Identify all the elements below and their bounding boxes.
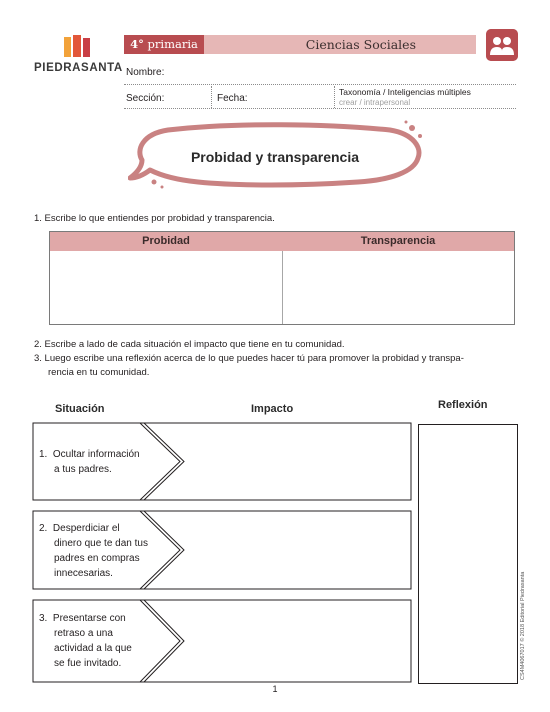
name-line[interactable] — [124, 84, 516, 85]
impact-answer-1[interactable] — [186, 425, 410, 499]
situation-number: 1. — [39, 449, 48, 460]
page-number: 1 — [272, 684, 278, 694]
situation-number: 2. — [39, 523, 48, 534]
page-title: Probidad y transparencia — [190, 149, 360, 165]
situation-2-text — [39, 521, 148, 581]
grade-number: 4° — [130, 37, 144, 51]
piedrasanta-logo-icon — [64, 35, 90, 57]
grade-tag — [124, 35, 204, 54]
date-label: Fecha: — [217, 93, 248, 104]
situation-number: 3. — [39, 613, 48, 624]
table-divider — [282, 251, 283, 324]
brand-name: PIEDRASANTA — [34, 62, 123, 74]
copyright-note: CS4M4067017 © 2018 Editorial Piedrasanta — [520, 571, 526, 680]
section-label: Sección: — [126, 93, 165, 104]
impact-answer-3[interactable] — [186, 602, 410, 681]
situation-line: Presentarse con — [52, 613, 126, 624]
taxonomy-sub-label: crear / intrapersonal — [339, 98, 411, 107]
instruction-3-continued: rencia en tu comunidad. — [48, 367, 150, 378]
situation-line: padres en compras — [54, 553, 140, 564]
situation-3-text — [39, 611, 132, 671]
situation-line: retraso a una — [54, 628, 113, 639]
reflection-answer-box[interactable] — [418, 424, 518, 684]
grade-word: primaria — [147, 37, 198, 51]
situation-line: innecesarias. — [54, 568, 113, 579]
subject-title: Ciencias Sociales — [305, 37, 416, 52]
probidad-answer-cell[interactable] — [50, 252, 281, 324]
column-header-transparencia: Transparencia — [360, 235, 436, 247]
field-divider — [211, 86, 212, 108]
situation-1-text — [39, 447, 140, 477]
situation-line: a tus padres. — [54, 464, 112, 475]
column-header-probidad: Probidad — [142, 235, 190, 247]
name-label: Nombre: — [126, 67, 165, 78]
field-divider — [334, 86, 335, 108]
column-header-impacto: Impacto — [251, 403, 294, 415]
instruction-3: 3. Luego escribe una reflexión acerca de lo que puedes hacer tú para promover la probidad y transpa- — [34, 353, 464, 364]
instruction-2: 2. Escribe a lado de cada situación el impacto que tiene en tu comunidad. — [34, 339, 345, 350]
probity-table-header — [50, 232, 514, 251]
taxonomy-label: Taxonomía / Inteligencias múltiples — [339, 87, 471, 97]
situation-line: dinero que te dan tus — [54, 538, 148, 549]
instruction-1: 1. Escribe lo que entiendes por probidad y transparencia. — [34, 213, 275, 224]
situation-line: Desperdiciar el — [52, 523, 120, 534]
situation-line: se fue invitado. — [54, 658, 122, 669]
situation-line: actividad a la que — [54, 643, 132, 654]
group-users-icon — [486, 29, 518, 61]
column-header-situacion: Situación — [55, 403, 105, 415]
impact-answer-2[interactable] — [186, 513, 410, 588]
transparencia-answer-cell[interactable] — [283, 252, 514, 324]
situation-line: Ocultar información — [52, 449, 140, 460]
section-line — [124, 108, 516, 109]
column-header-reflexion: Reflexión — [438, 399, 488, 411]
